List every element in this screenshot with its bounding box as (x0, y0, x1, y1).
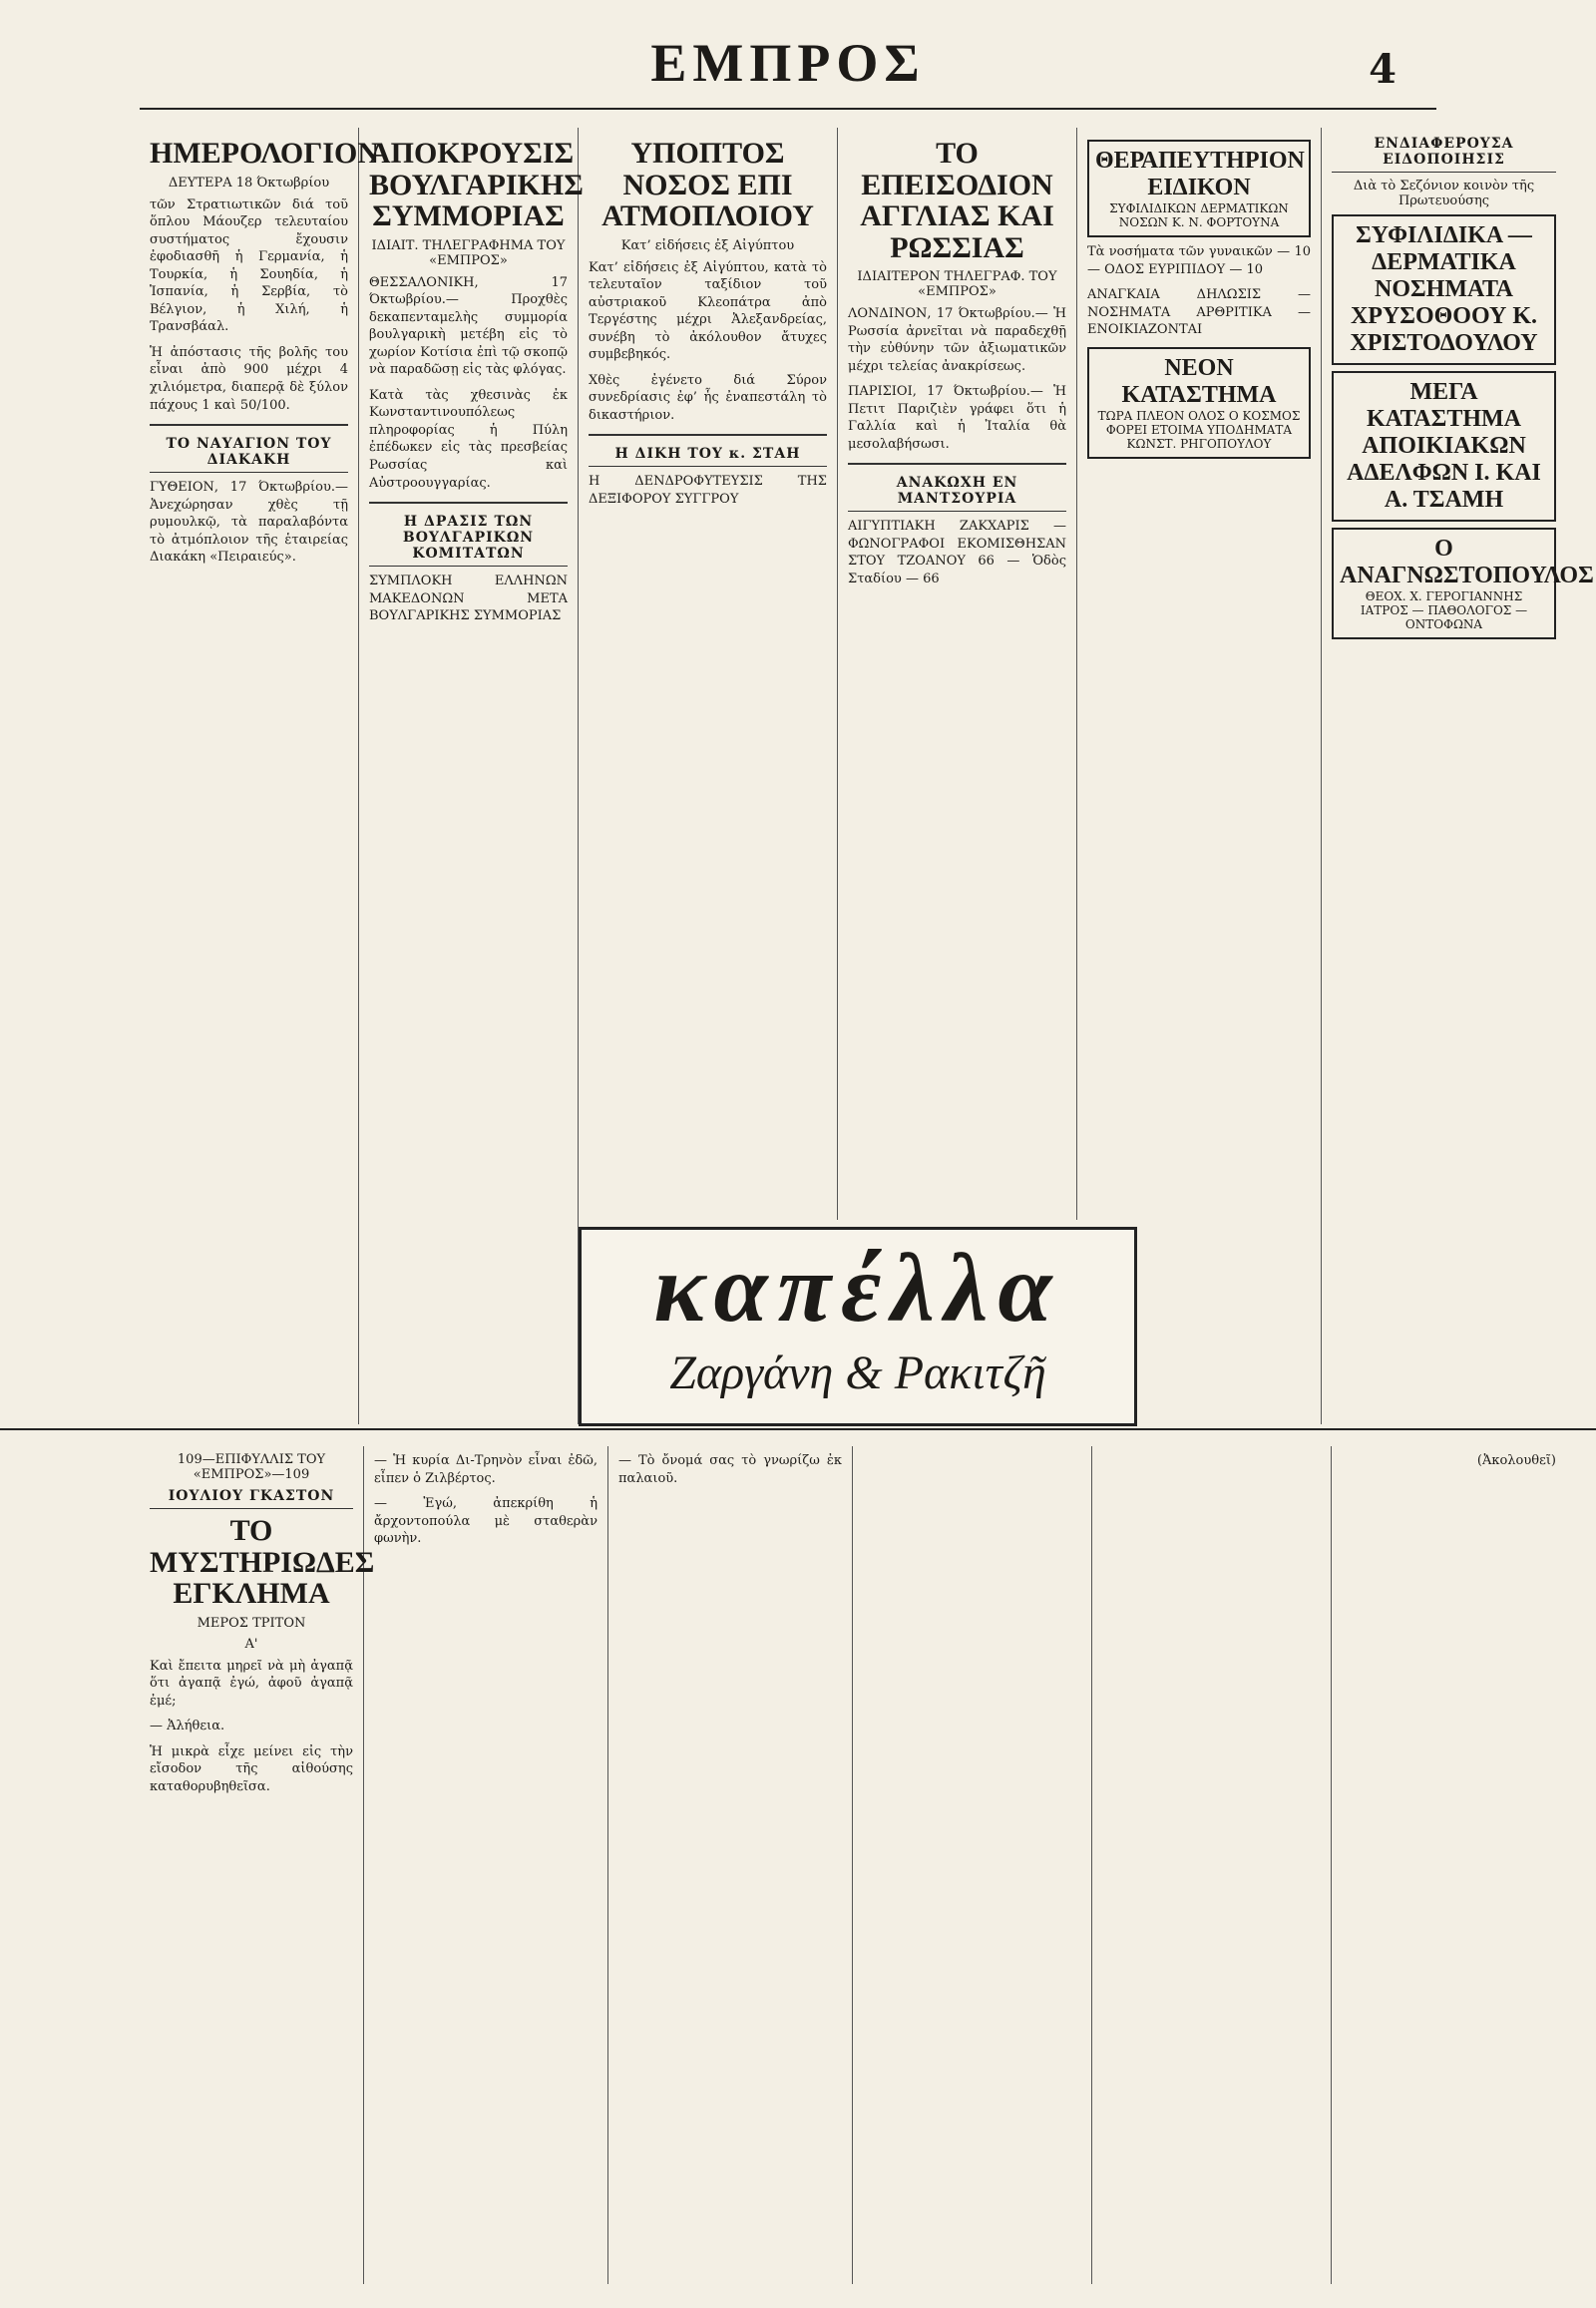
column-paragraph: ΘΕΣΣΑΛΟΝΙΚΗ, 17 Όκτωβρίου.— Προχθὲς δεκαπενταμελὴς συμμορία βουλγαρικὴ μετέβη εἰς τὸ χωρίον Κοτίσια ἐπὶ τῷ σκοπῷ νὰ παραδῶσῃ εἰς τὰς φλόγας. (369, 274, 568, 378)
column-paragraph: ΓΥΘΕΙΟΝ, 17 Όκτωβρίου.— Ἀνεχώρησαν χθὲς τῇ ρυμουλκῷ, τὰ παραλαβόντα τὸ ἀτμόπλοιον τῆς ἑταιρείας Διακάκη «Πειραιεύς». (150, 480, 348, 566)
column-dateline: Κατ’ εἰδήσεις ἐξ Αἰγύπτου (620, 237, 795, 253)
column-subheadline: ΕΝΔΙΑΦΕΡΟΥΣΑ ΕΙΔΟΠΟΙΗΣΙΣ (1332, 136, 1556, 173)
column-subheadline: ΑΝΑΚΩΧΗ ΕΝ ΜΑΝΤΣΟΥΡΙΑ (848, 475, 1066, 512)
ad-headline: ΝΕΟΝ ΚΑΤΑΣΤΗΜΑ (1121, 354, 1277, 408)
column-subheadline: Η ΔΙΚΗ ΤΟΥ κ. ΣΤΑΗ (589, 446, 827, 467)
column-paragraph: ΑΝΑΓΚΑΙΑ ΔΗΛΩΣΙΣ — ΝΟΣΗΜΑΤΑ ΑΡΘΡΙΤΙΚΑ — ΕΝΟΙΚΙΑΖΟΝΤΑΙ (1087, 287, 1311, 338)
serial-column (140, 1446, 375, 2284)
masthead (140, 28, 1436, 110)
ad-subline: ΣΥΦΙΛΙΔΙΚΩΝ ΔΕΡΜΑΤΙΚΩΝ ΝΟΣΩΝ Κ. Ν. ΦΟΡΤΟΥΝΑ (1109, 201, 1289, 229)
serial-paragraph: Καὶ ἔπειτα μηρεῖ νὰ μὴ ἀγαπᾷ ὅτι ἀγαπᾷ ἐγώ, ἀφοῦ ἀγαπᾷ ἐμέ; (150, 1658, 353, 1709)
column-2 (359, 128, 584, 1424)
ad-subline: ΤΩΡΑ ΠΛΕΟΝ ΟΛΟΣ Ο ΚΟΣΜΟΣ ΦΟΡΕΙ ΕΤΟΙΜΑ ΥΠΟΔΗΜΑΤΑ ΚΩΝΣΤ. ΡΗΓΟΠΟΥΛΟΥ (1097, 408, 1301, 451)
serial-author: ΙΟΥΛΙΟΥ ΓΚΑΣΤΟΝ (150, 1488, 353, 1509)
column-4 (838, 128, 1077, 1220)
column-dateline: ΙΔΙΑΙΤΕΡΟΝ ΤΗΛΕΓΡΑΦ. ΤΟΥ «ΕΜΠΡΟΣ» (857, 269, 1057, 299)
column-headline: ΑΠΟΚΡΟΥΣΙΣ ΒΟΥΛΓΑΡΙΚΗΣ ΣΥΜΜΟΡΙΑΣ (369, 137, 584, 232)
column-paragraph: Κατ’ εἰδήσεις ἐξ Αἰγύπτου, κατὰ τὸ τελευταῖον ταξίδιον τοῦ αὐστριακοῦ Κλεοπάτρα ἀπὸ Τεργέστης μέχρι Ἀλεξανδρείας, συνέβη τὸ ἀκόλουθον ἄτυχες συμβεβηκός. (589, 259, 827, 363)
advertisement (1087, 347, 1311, 459)
column-dateline: ΙΔΙΑΙΤ. ΤΗΛΕΓΡΑΦΗΜΑ ΤΟΥ «ΕΜΠΡΟΣ» (371, 237, 566, 268)
serial-paragraph: — Ἡ κυρία Δι-Τρηνὸν εἶναι ἐδῶ, εἶπεν ὁ Ζιλβέρτος. (374, 1453, 598, 1486)
advertisement (1087, 140, 1311, 237)
divider (369, 502, 568, 504)
serial-column (364, 1446, 608, 2284)
advertisement (1332, 214, 1556, 365)
column-paragraph: Τὰ νοσήματα τῶν γυναικῶν — 10 — ΟΔΟΣ ΕΥΡΙΠΙΔΟΥ — 10 (1087, 244, 1311, 277)
column-headline: ΗΜΕΡΟΛΟΓΙΟΝ (150, 137, 379, 170)
column-paragraph: ΠΑΡΙΣΙΟΙ, 17 Όκτωβρίου.— Ἡ Πετιτ Παριζιὲν γράφει ὅτι ἡ Γαλλία καὶ ἡ Ἰταλία θὰ μεσολαβήσωσι. (848, 384, 1066, 452)
column-3 (579, 128, 838, 1220)
column-paragraph: ΑΙΓΥΠΤΙΑΚΗ ΖΑΚΧΑΡΙΣ — ΦΩΝΟΓΡΑΦΟΙ ΕΚΟΜΙΣΘΗΣΑΝ ΣΤΟΥ ΤΖΟΑΝΟΥ 66 — Ὁδὸς Σταδίου — 66 (848, 519, 1066, 587)
advertisement (1332, 371, 1556, 522)
column-paragraph: Κατὰ τὰς χθεσινὰς ἐκ Κωνσταντινουπόλεως πληροφορίας ἡ Πύλη ἐπέδωκεν εἰς τὰς πρεσβείας Ρωσσίας καὶ Αὐστροουγγαρίας. (369, 387, 568, 491)
ad-subline: ΘΕΟΧ. Χ. ΓΕΡΟΓΙΑΝΝΗΣ ΙΑΤΡΟΣ — ΠΑΘΟΛΟΓΟΣ — ΟΝΤΟΦΩΝΑ (1360, 589, 1528, 631)
column-paragraph: Η ΔΕΝΔΡΟΦΥΤΕΥΣΙΣ ΤΗΣ ΔΕΞΙΦΟΡΟΥ ΣΥΓΓΡΟΥ (589, 474, 827, 507)
divider (150, 424, 348, 426)
serial-paragraph: Ἡ μικρὰ εἶχε μείνει εἰς τὴν εἴσοδον τῆς αἰθούσης καταθορυβηθεῖσα. (150, 1743, 353, 1794)
kapella-banner-ad (579, 1227, 1137, 1426)
serial-paragraph: — Ἐγώ, ἀπεκρίθη ἡ ἄρχοντοπούλα μὲ σταθερὰν φωνὴν. (374, 1496, 598, 1547)
serial-column (1332, 1446, 1566, 2284)
column-subheadline: Η ΔΡΑΣΙΣ ΤΩΝ ΒΟΥΛΓΑΡΙΚΩΝ ΚΟΜΙΤΑΤΩΝ (369, 514, 568, 567)
serial-column (1092, 1446, 1332, 2284)
serial-column (853, 1446, 1092, 2284)
banner-word: καπέλλα (653, 1235, 1062, 1343)
advertisement (1332, 528, 1594, 639)
column-paragraph: ΣΥΜΠΛΟΚΗ ΕΛΛΗΝΩΝ ΜΑΚΕΔΟΝΩΝ ΜΕΤΑ ΒΟΥΛΓΑΡΙΚΗΣ ΣΥΜΜΟΡΙΑΣ (369, 574, 568, 624)
column-paragraph: ΛΟΝΔΙΝΟΝ, 17 Όκτωβρίου.— Ἡ Ρωσσία ἀρνεῖται νὰ παραδεχθῇ τὴν εὐθύνην τῶν ἀξιωματικῶν μέχρι τελείας ἀνακρίσεως. (848, 306, 1066, 374)
column-6 (1322, 128, 1594, 1424)
divider (848, 463, 1066, 465)
column-dateline: Διὰ τὸ Σεζόνιον κοινὸν τῆς Πρωτευούσης (1353, 179, 1535, 208)
newspaper-title: ΕΜΠΡΟΣ (650, 33, 926, 93)
divider (589, 434, 827, 436)
serial-column (608, 1446, 853, 2284)
column-headline: ΤΟ ΕΠΕΙΣΟΔΙΟΝ ΑΓΓΛΙΑΣ ΚΑΙ ΡΩΣΣΙΑΣ (860, 137, 1054, 264)
column-paragraph: Χθὲς ἐγένετο διά Σύρον συνεδρίασις ἐφ’ ἧς ἐναπεστάλη τὸ δικαστήριον. (589, 372, 827, 423)
serial-paragraph: — Ἀλήθεια. (150, 1719, 225, 1734)
serial-part: ΜΕΡΟΣ ΤΡΙΤΟΝ (197, 1615, 306, 1631)
serial-closing: (Ἀκολουθεῖ) (1476, 1453, 1556, 1468)
column-paragraph: Ἡ ἀπόστασις τῆς βολῆς του εἶναι ἀπὸ 900 μέχρι 4 χιλιόμετρα, διαπερᾷ δὲ ξύλον πάχους 1 καὶ 50/100. (150, 344, 348, 413)
column-paragraph: τῶν Στρατιωτικῶν διά τοῦ ὅπλου Μάουζερ τελευταίου συστήματος ἔχουσιν ἐφοδιασθῆ ἡ Γερμανία, ἡ Τουρκία, ἡ Σουηδία, ἡ Ἱσπανία, ἡ Σερβία, τὸ Βέλγιον, ἡ Χιλή, ἡ Τρανσβάαλ. (150, 196, 348, 335)
serial-title: ΤΟ ΜΥΣΤΗΡΙΩΔΕΣ ΕΓΚΛΗΜΑ (150, 1514, 375, 1610)
column-1 (140, 128, 379, 1424)
ad-headline: ΣΥΦΙΛΙΔΙΚΑ — ΔΕΡΜΑΤΙΚΑ ΝΟΣΗΜΑΤΑ ΧΡΥΣΟΘΟΟΥ Κ. ΧΡΙΣΤΟΔΟΥΛΟΥ (1350, 222, 1538, 356)
column-headline: ΥΠΟΠΤΟΣ ΝΟΣΟΣ ΕΠΙ ΑΤΜΟΠΛΟΙΟΥ (601, 137, 814, 232)
column-subheadline: ΤΟ ΝΑΥΑΓΙΟΝ ΤΟΥ ΔΙΑΚΑΚΗ (150, 436, 348, 473)
ad-headline: ΜΕΓΑ ΚΑΤΑΣΤΗΜΑ ΑΠΟΙΚΙΑΚΩΝ ΑΔΕΛΦΩΝ Ι. ΚΑΙ Α. ΤΣΑΜΗ (1347, 379, 1541, 513)
serial-divider (0, 1428, 1596, 1444)
serial-chapter: Α' (244, 1636, 258, 1652)
ad-headline: Ο ΑΝΑΓΝΩΣΤΟΠΟΥΛΟΣ (1340, 536, 1594, 588)
serial-paragraph: — Τὸ ὄνομά σας τὸ γνωρίζω ἐκ παλαιοῦ. (618, 1453, 842, 1486)
banner-sub: Ζαργάνη & Ρακιτζῆ (669, 1346, 1046, 1399)
ad-headline: ΘΕΡΑΠΕΥΤΗΡΙΟΝ ΕΙΔΙΚΟΝ (1095, 148, 1305, 200)
page-number: 4 (1369, 46, 1396, 93)
column-dateline: ΔΕΥΤΕΡΑ 18 Όκτωβρίου (168, 175, 330, 191)
serial-strip-label: 109—ΕΠΙΦΥΛΛΙΣ ΤΟΥ «ΕΜΠΡΟΣ»—109 (177, 1452, 326, 1482)
